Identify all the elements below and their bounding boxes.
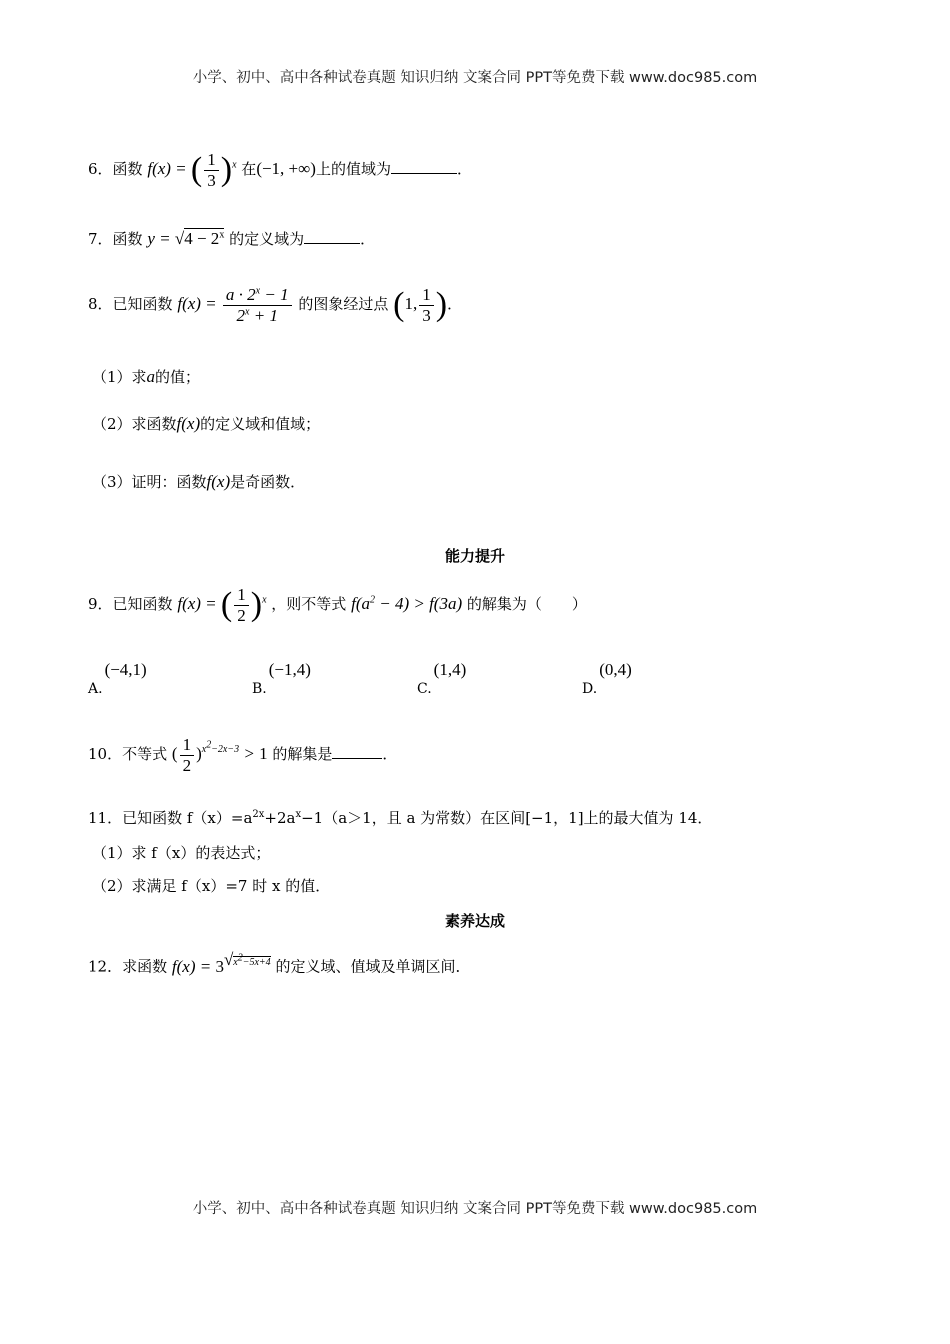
- question-10: 10．不等式 ( $\frac{1}{2}$ )$^{x^2-2x-3}$ > 1 的解集是 ．: [88, 735, 398, 775]
- answer-blank: [332, 758, 382, 759]
- q11-part-2: （2）求满足 f（x）=7 时 x 的值．: [92, 877, 331, 895]
- answer-blank: [304, 243, 360, 244]
- question-7: 7．函数 $y = √4 - 2^x$ 的定义域为 ．: [88, 229, 376, 248]
- option-b[interactable]: B.(−1,4): [252, 660, 311, 697]
- q8-point: (1, $\frac{1}{3}$ ): [393, 285, 448, 325]
- q8-part-2: （2）求函数f(x)的定义域和值域；: [92, 414, 321, 433]
- q8-part-3: （3）证明：函数f(x)是奇函数．: [92, 472, 306, 491]
- option-d[interactable]: D.(0,4): [582, 660, 632, 697]
- question-6: 6．函数 f(x) = ( $\frac{1}{3}$ )$^x$ 在(−1, +∞)上的值域为 ．: [88, 150, 472, 190]
- section-title-literacy: 素养达成: [444, 912, 505, 930]
- q9-formula: f(x) = ( $\frac{1}{2}$ )$^x$: [177, 585, 267, 625]
- section-title-ability: 能力提升: [444, 547, 505, 565]
- question-9: 9．已知函数 f(x) = ( $\frac{1}{2}$ )$^x$ ，则不等式 $f(a^2 - 4) > f(3a)$ 的解集为（ ）: [88, 585, 587, 625]
- page-header: 小学、初中、高中各种试卷真题 知识归纳 文案合同 PPT等免费下载 www.doc985.com: [192, 70, 758, 86]
- q8-formula: f(x) = $\frac{a \cdot 2^x - 1}{2^x + 1}$: [177, 294, 293, 313]
- option-a[interactable]: A.(−4,1): [88, 660, 147, 697]
- q8-part-1: （1）求a的值；: [92, 367, 201, 386]
- q10-formula: ( $\frac{1}{2}$ )$^{x^2-2x-3}$ > 1: [171, 735, 268, 775]
- q11-part-1: （1）求 f（x）的表达式；: [92, 844, 271, 862]
- question-8: 8．已知函数 f(x) = $\frac{a \cdot 2^x - 1}{2^x + 1}$ 的图象经过点 (1, $\frac{1}{3}$ )．: [88, 285, 463, 325]
- option-c[interactable]: C.(1,4): [417, 660, 467, 697]
- question-11: 11．已知函数 $f(x)=a^{2x}+2a^x-1(a>1$，且 a 为常数）在区间[−1，1]上的最大值为 14．: [88, 809, 713, 827]
- q12-formula: $f(x) = 3^{√x^2-5x+4}$: [171, 950, 271, 976]
- question-12: 12．求函数 $f(x) = 3^{√x^2-5x+4}$ 的定义域、值域及单调区间．: [88, 950, 471, 976]
- page-footer: 小学、初中、高中各种试卷真题 知识归纳 文案合同 PPT等免费下载 www.doc985.com: [192, 1201, 758, 1217]
- q7-formula: $y = √4 - 2^x$: [147, 229, 225, 248]
- answer-blank: [391, 173, 457, 174]
- q9-inequality: $f(a^2 - 4) > f(3a)$: [351, 593, 463, 613]
- q6-formula: f(x) = ( $\frac{1}{3}$ )$^x$: [147, 150, 237, 190]
